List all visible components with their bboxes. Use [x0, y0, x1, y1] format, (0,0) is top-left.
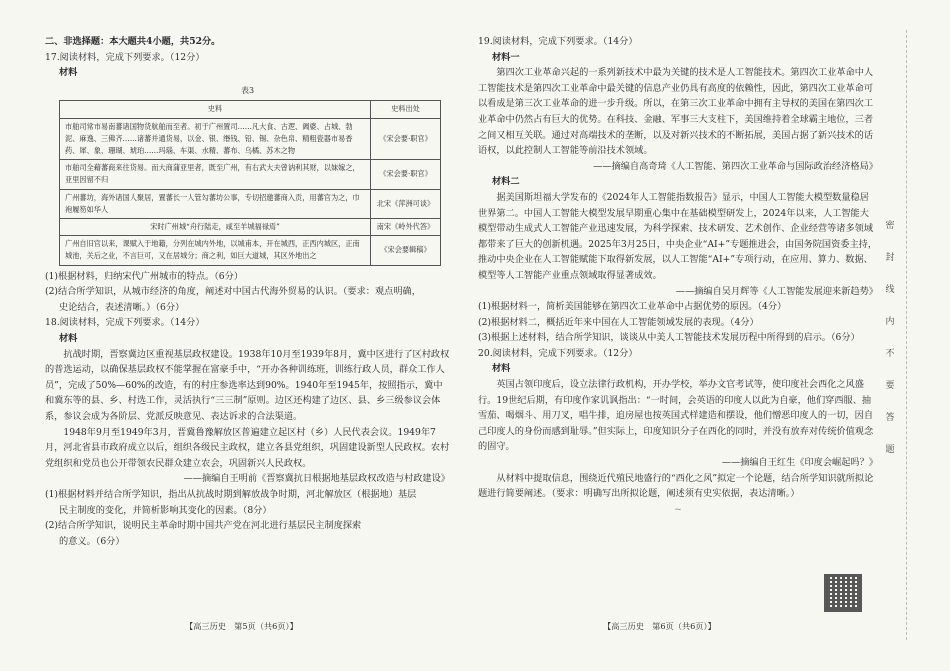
q18-sub1-cont: 民主制度的变化，并简析影响其变化的因素。（8分） — [59, 504, 272, 516]
q19-sub2: (2)根据材料二，概括近年来中国在人工智能领域发展的表现。（4分） — [478, 316, 759, 328]
q19-material1-citation: ——摘编自高奇琦《人工智能、第四次工业革命与国际政治经济格局》 — [593, 160, 878, 172]
section-heading: 二、非选择题：本大题共4小题，共52分。 — [45, 36, 221, 47]
q20-citation: ——摘编自王红生《印度会崛起吗？》 — [721, 457, 878, 469]
binding-char: 要 — [885, 381, 895, 391]
binding-char: 密 — [885, 221, 895, 231]
q19-material1-label: 材料一 — [492, 51, 520, 63]
table-cell-text: 市舶司常市易南蕃诸国物货航舶而至者。初于广州置司……凡大食、古逻、阇婆、占城、勃泥、麻逸、三佛齐……诸蕃并通货易，以金、银、缗钱、铅、锡、杂色帛、精粗瓷器市易香药、犀、象、珊瑚、琥珀……玛瑙、车渠、水精、蕃布、乌橘、苏木之物 — [60, 118, 371, 160]
left-column — [45, 34, 450, 549]
binding-char: 内 — [885, 317, 895, 327]
table-header-row — [60, 101, 441, 118]
table-cell-text: 宋时广州城“舟行陆走，咸至羊城福禄焉” — [60, 219, 371, 236]
right-column — [478, 34, 878, 517]
q18-intro: 18.阅读材料，完成下列要求。（14分） — [45, 317, 205, 329]
q17-intro: 17.阅读材料，完成下列要求。（12分） — [45, 51, 205, 63]
q18-material-label: 材料 — [59, 332, 78, 344]
table-cell-text: 广州自旧官以来，课赋入于地籍，分列在城内外地，以城甫本，开在城西，正西内城区，正南城池，关后之业，不言巨可，又在居城分；商之利，如巨大道城，其区外地出之 — [60, 236, 371, 265]
history-source-table — [59, 100, 441, 265]
table-row — [60, 118, 441, 160]
q18-paragraph-2: 1948年9月至1949年3月，晋冀鲁豫解放区普遍建立起区村（乡）人民代表会议。1949年7月，河北省县市政府成立以后，组织各级民主政权，建立各县党组织，巩固建设新型人民政权。农村党组织和党员也公开带领农民群众建立农会，巩固新兴人民政权。 — [45, 426, 450, 469]
q18-citation: ——摘编自王明前《晋察冀抗日根据地基层政权改造与村政建设》 — [183, 473, 450, 485]
table-row — [60, 219, 441, 236]
table-caption: 表3 — [240, 85, 255, 95]
col-header-source: 史料 — [60, 101, 371, 118]
table-cell-source: 《宋会要辑稿》 — [371, 236, 441, 265]
q19-intro: 19.阅读材料，完成下列要求。（14分） — [478, 36, 638, 47]
qr-code — [824, 574, 862, 612]
q17-sub2-cont: 史论结合，表述清晰。）（6分） — [59, 301, 185, 313]
binding-notice — [884, 210, 896, 466]
binding-char: 题 — [885, 445, 895, 455]
q18-sub2: (2)结合所学知识，说明民主革命时期中国共产党在河北进行基层民主制度探索 — [45, 520, 362, 532]
table-cell-source: 北宋《萍洲可谈》 — [371, 189, 441, 218]
q19-sub1: (1)根据材料一，简析美国能够在第四次工业革命中占据优势的原因。（4分） — [478, 301, 787, 313]
table-cell-text: 市舶司全藉蕃商来往货易。而大商蒲亚里者，既至广州，有右武大夫曾讷利其财，以妹嫁之，亚里因留不归 — [60, 160, 371, 189]
table-row — [60, 189, 441, 218]
table-row — [60, 160, 441, 189]
page-footer-left: 【高三历史 第5页（共6页）】 — [185, 621, 298, 631]
q20-task: 从材料中提取信息，围绕近代殖民地盛行的“西化之风”拟定一个论题，结合所学知识就所拟论题进行简要阐述。（要求：明确写出所拟论题，阐述须有史实依据，表达清晰。） — [478, 472, 874, 500]
q17-sub2: (2)结合所学知识，从城市经济的角度，阐述对中国古代海外贸易的认识。（要求：观点明确， — [45, 286, 421, 298]
q17-sub1: (1)根据材料，归纳宋代广州城市的特点。（6分） — [45, 270, 244, 282]
table-cell-text: 广州蕃坊，海外诸国人聚居，置蕃长一人管勾蕃坊公事，专切招邀蕃商入贡，用蕃官为之，巾袍履笏如华人 — [60, 189, 371, 218]
q19-material1: 第四次工业革命兴起的一系列新技术中最为关键的技术是人工智能技术。第四次工业革命中人工智能技术是第四次工业革命中最关键的信息产业仍具有高度的依赖性，因此，第四次工业革命可以看成是第三次工业革命的进一步升级。所以，在第三次工业革命中拥有主导权的美国在第四次工业革命中仍然占有巨大的优势。在科技、金融、军事三大支柱下，美国维持着全球霸主地位，三者之间又相互关联。通过对高端技术的垄断，以及对新兴技术的不断拓展，美国占据了新兴技术的话语权，以此控制人工智能等前沿技术领域。 — [478, 67, 874, 157]
q19-material2-citation: ——摘编自吴月辉等《人工智能发展迎来新趋势》 — [675, 285, 878, 297]
page-footer-right: 【高三历史 第6页（共6页）】 — [603, 621, 716, 631]
table-cell-source: 《宋会要·职官》 — [371, 118, 441, 160]
q19-material2: 据美国斯坦福大学发布的《2024年人工智能指数报告》显示，中国人工智能大模型数量稳居世界第二。中国人工智能大模型发展早期重心集中在基础模型研发上，2024年以来，人工智能大模型带动生成式人工智能产业迅速发展，为科学探索、技术研发、艺术创作、企业经营等诸多领域都带来了巨大的创新机遇。2025年3月25日，中央企业“AI+”专题推进会，由国务院国资委主持，推动中央企业在人工智能赋能下取得新发展，以人工智能“AI+”专项行动，在应用、算力、数据、模型等人工智能产业重点领域取得显著成效。 — [478, 191, 878, 281]
table-cell-source: 《宋会要·职官》 — [371, 160, 441, 189]
q20-intro: 20.阅读材料，完成下列要求。（12分） — [478, 347, 638, 359]
end-mark: ~ — [674, 503, 682, 515]
q18-sub2-cont: 的意义。（6分） — [59, 535, 125, 547]
table-row — [60, 236, 441, 265]
q20-material-label: 材料 — [492, 363, 511, 375]
col-header-origin: 史料出处 — [371, 101, 441, 118]
q20-paragraph: 英国占领印度后，设立法律行政机构，开办学校，举办文官考试等，使印度社会西化之风盛行。19世纪后期，有印度作家讥讽指出：“一时间，会英语的印度人以此为自豪，他们穿西服、抽雪茄、喝烟斗、用刀叉，唱牛排，追房屋也按英国式样建造和摆设，他们憎恶印度人的一切，因自己印度人的身份而感到耻辱。”但实际上，印度知识分子在西化的同时，并没有放弃对传统价值观念的固守。 — [478, 379, 874, 453]
binding-char: 不 — [885, 349, 895, 359]
binding-char: 封 — [885, 253, 895, 263]
binding-char: 答 — [885, 413, 895, 423]
q18-paragraph-1: 抗战时期，晋察冀边区重视基层政权建设。1938年10月至1939年8月，冀中区进行了区村政权的普选运动，以确保基层政权不能掌握在富豪手中，“开办各种训练班，训练行政人员，群众工作人员”，完成了50%—60%的改造，有的村庄参选率达到90%。1940年至1945年，按照指示，冀中和冀东等的县、乡、村选工作，灵活执行“三三制”原则。边区还构建了边区、县、乡三级参议会体系，参议会成为各阶层、党派反映意见、表达诉求的合法渠道。 — [45, 348, 450, 422]
binding-dashed-line — [906, 30, 907, 640]
q19-sub3: (3)根据上述材料，结合所学知识，谈谈从中美人工智能技术发展历程中所得到的启示。（6分） — [478, 332, 860, 344]
q19-material2-label: 材料二 — [492, 176, 520, 188]
q17-material-label: 材料 — [59, 67, 78, 79]
table-cell-source: 南宋《岭外代答》 — [371, 219, 441, 236]
binding-char: 线 — [885, 285, 895, 295]
q18-sub1: (1)根据材料并结合所学知识，指出从抗战时期到解放战争时期，河北解放区（根据地）基层 — [45, 488, 417, 500]
